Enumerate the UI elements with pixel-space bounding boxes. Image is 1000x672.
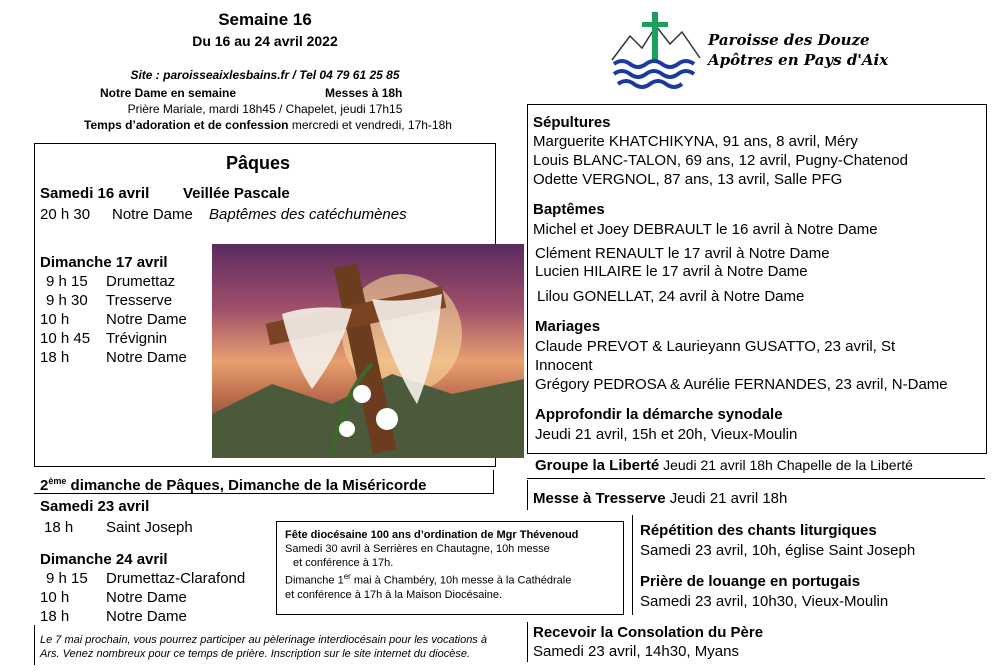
week-title: Semaine 16 — [218, 10, 312, 29]
place: Tresserve — [106, 292, 173, 309]
easter-cross-image — [212, 244, 524, 458]
note-rule — [34, 625, 35, 665]
place: Notre Dame — [106, 608, 187, 625]
parish-name-line1: Paroisse des Douze — [708, 31, 870, 49]
place: Trévignin — [106, 330, 168, 347]
fete-line — [285, 570, 615, 588]
mariages-title: Mariages — [535, 318, 601, 335]
tresserve-title: Messe à Tresserve — [533, 490, 666, 507]
place: Notre Dame — [106, 311, 187, 328]
misericorde-title-text: dimanche de Pâques, Dimanche de la Miséricorde — [66, 477, 427, 494]
chants-title: Répétition des chants liturgiques — [640, 522, 877, 539]
consolation-text: Samedi 23 avril, 14h30, Myans — [533, 643, 739, 660]
time: 20 h 30 — [40, 206, 91, 223]
baptemes-title: Baptêmes — [533, 201, 605, 218]
louange-title: Prière de louange en portugais — [640, 573, 861, 590]
sepulture-item: Odette VERGNOL, 87 ans, 13 avril, Salle PFG — [533, 171, 843, 188]
tresserve-rule — [527, 480, 528, 510]
sam16-event: Veillée Pascale — [183, 185, 290, 202]
dim17-day: Dimanche 17 avril — [40, 254, 168, 271]
site-phone: Site : paroisseaixlesbains.fr / Tel 04 79 61 25 85 — [130, 68, 400, 82]
parish-name-line2: Apôtres en Pays d'Aix — [708, 51, 889, 69]
dim24-day: Dimanche 24 avril — [40, 551, 168, 568]
nd-messes: Messes à 18h — [325, 86, 403, 100]
chants-text: Samedi 23 avril, 10h, église Saint Joseph — [640, 542, 916, 559]
sepulture-item: Marguerite KHATCHIKYNA, 91 ans, 8 avril, Méry — [533, 133, 858, 150]
place: Saint Joseph — [106, 519, 193, 536]
bapteme-item: Clément RENAULT le 17 avril à Notre Dame — [535, 245, 830, 262]
place: Notre Dame — [112, 206, 193, 223]
consolation-rule — [527, 622, 528, 662]
liberte-title: Groupe la Liberté — [535, 457, 660, 474]
time: 18 h — [40, 349, 70, 366]
sepulture-item: Louis BLANC-TALON, 69 ans, 12 avril, Pugny-Chatenod — [533, 152, 908, 169]
priere-mariale: Prière Mariale, mardi 18h45 / Chapelet, jeudi 17h15 — [127, 102, 403, 116]
chants-rule — [632, 515, 633, 615]
time: 10 h — [40, 311, 70, 328]
place: Notre Dame — [106, 589, 187, 606]
week-dates: Du 16 au 24 avril 2022 — [192, 33, 338, 49]
place: Drumettaz-Clarafond — [106, 570, 246, 587]
sam23-day: Samedi 23 avril — [40, 498, 150, 515]
fete-diocesaine-box — [276, 521, 624, 615]
fete-title: Fête diocésaine 100 ans d’ordination de Mgr Thévenoud — [285, 529, 579, 541]
note: Baptêmes des catéchumènes — [209, 206, 407, 223]
misericorde-num: 2 — [40, 477, 49, 494]
adoration — [48, 118, 488, 132]
nd-label: Notre Dame en semaine — [100, 86, 237, 100]
synodale-title: Approfondir la démarche synodale — [535, 406, 783, 423]
time: 10 h 45 — [40, 330, 91, 347]
tresserve-line — [533, 490, 787, 507]
fete-line: et conférence à 17h à la Maison Diocésaine. — [285, 588, 503, 601]
mariage-line: Grégory PEDROSA & Aurélie FERNANDES, 23 avril, N-Dame — [535, 376, 948, 393]
time: 9 h 15 — [46, 570, 88, 587]
fete-l3sup: er — [343, 572, 351, 581]
liberte-line — [535, 457, 913, 474]
fete-l3a: Dimanche 1 — [285, 574, 344, 587]
liberte-text: Jeudi 21 avril 18h Chapelle de la Liberté — [659, 457, 913, 473]
bapteme-item: Lilou GONELLAT, 24 avril à Notre Dame — [537, 288, 805, 305]
parish-logo — [608, 8, 704, 92]
louange-text: Samedi 23 avril, 10h30, Vieux-Moulin — [640, 593, 889, 610]
place: Drumettaz — [106, 273, 176, 290]
place: Notre Dame — [106, 349, 187, 366]
synodale-text: Jeudi 21 avril, 15h et 20h, Vieux-Moulin — [535, 426, 798, 443]
mariage-line: Innocent — [535, 357, 593, 374]
fete-line: Samedi 30 avril à Serrières en Chautagne, 10h messe — [285, 543, 550, 555]
misericorde-title — [40, 476, 426, 494]
consolation-title: Recevoir la Consolation du Père — [533, 624, 764, 641]
time: 9 h 15 — [46, 273, 88, 290]
tresserve-text: Jeudi 21 avril 18h — [665, 490, 788, 507]
misericorde-rule — [493, 470, 494, 494]
ars-note: Le 7 mai prochain, vous pourrez participer au pèlerinage interdiocésain pour les vocations à Ars. Venez nombreux pour ce temps de prière. Inscription sur le site internet du diocèse. — [40, 634, 487, 660]
bapteme-item: Michel et Joey DEBRAULT le 16 avril à Notre Dame — [533, 221, 878, 238]
paques-title: Pâques — [226, 153, 291, 173]
time: 18 h — [40, 608, 70, 625]
sepultures-title: Sépultures — [533, 114, 611, 131]
mariage-line: Claude PREVOT & Laurieyann GUSATTO, 23 avril, St — [535, 338, 896, 355]
adoration-times: mercredi et vendredi, 17h-18h — [288, 118, 452, 132]
misericorde-sup: ème — [48, 476, 67, 486]
fete-line: et conférence à 17h. — [293, 557, 394, 569]
parish-name — [708, 30, 888, 70]
fete-l3b: mai à Chambéry, 10h messe à la Cathédrale — [350, 574, 572, 587]
time: 10 h — [40, 589, 70, 606]
liberte-underline — [527, 478, 985, 479]
sam16-day: Samedi 16 avril — [40, 185, 150, 202]
bapteme-item: Lucien HILAIRE le 17 avril à Notre Dame — [535, 263, 808, 280]
adoration-label: Temps d’adoration et de confession — [84, 118, 289, 132]
time: 9 h 30 — [46, 292, 88, 309]
notre-dame-weekday — [100, 86, 430, 100]
time: 18 h — [44, 519, 74, 536]
